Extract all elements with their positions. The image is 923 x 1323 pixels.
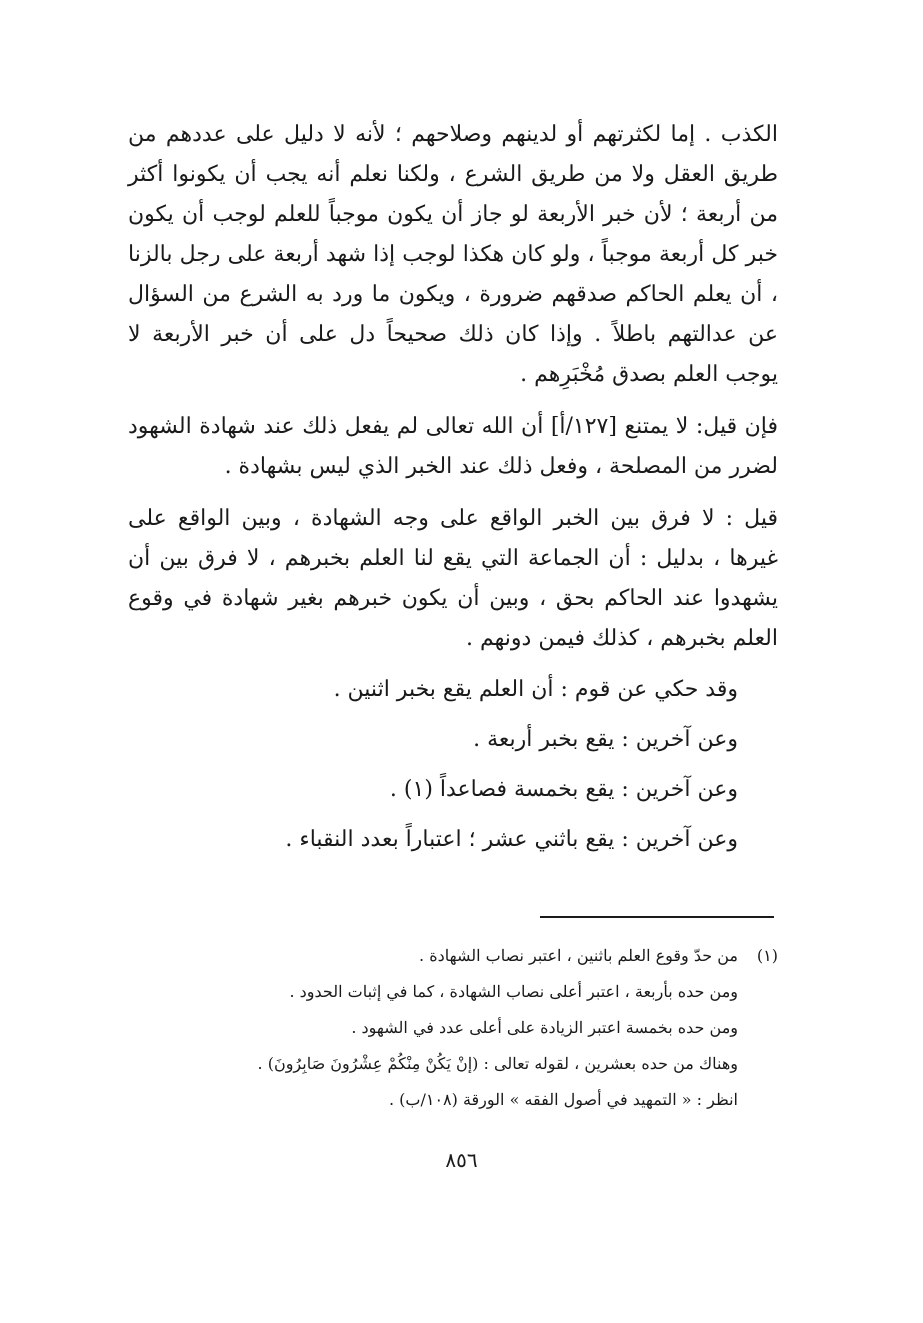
opinion-item: وعن آخرين : يقع بخبر أربعة . <box>473 727 738 752</box>
paragraph-2: فإن قيل: لا يمتنع [١٢٧/أ] أن الله تعالى لم يفعل ذلك عند شهادة الشهود لضرر من المصلحة ، وفعل ذلك عند الخبر الذي ليس بشهادة . <box>128 414 778 479</box>
footnote-divider <box>540 916 774 918</box>
paragraph-1: الكذب . إما لكثرتهم أو لدينهم وصلاحهم ؛ لأنه لا دليل على عددهم من طريق العقل ولا من طريق الشرع ، ولكنا نعلم أنه يجب أن يكونوا أكثر من أربعة ؛ لأن خبر الأربعة لو جاز أن يكون موجباً للعلم لوجب أن يكون خبر كل أربعة موجباً ، ولو كان هكذا لوجب إذا شهد أربعة على رجل بالزنا ، أن يعلم الحاكم صدقهم ضرورة ، ويكون ما ورد به الشرع من السؤال عن عدالتهم باطلاً . وإذا كان ذلك صحيحاً دل على أن خبر الأربعة لا يوجب العلم بصدق مُخْبَرِهم . <box>128 122 778 387</box>
footnote-text: من حدّ وقوع العلم باثنين ، اعتبر نصاب الشهادة . <box>419 946 738 965</box>
paragraph-3: قيل : لا فرق بين الخبر الواقع على وجه الشهادة ، وبين الواقع على غيرها ، بدليل : أن الجماعة التي يقع لنا العلم بخبرهم ، لا فرق بين أن يشهدوا عند الحاكم بحق ، وبين أن يكون خبرهم بغير شهادة في وقوع العلم بخبرهم ، كذلك فيمن دونهم . <box>128 506 778 651</box>
page-number: ٨٥٦ <box>445 1148 478 1172</box>
footnote-line-4: وهناك من حده بعشرين ، لقوله تعالى : (إنْ يَكُنْ مِنْكُمْ عِشْرُونَ صَابِرُونَ) . <box>257 1054 738 1073</box>
footnote-line-5: انظر : « التمهيد في أصول الفقه » الورقة (١٠٨/ب) . <box>388 1090 738 1109</box>
opinions-list <box>128 665 778 865</box>
footnote-line-2: ومن حده بأربعة ، اعتبر أعلى نصاب الشهادة ، كما في إثبات الحدود . <box>289 982 738 1001</box>
opinion-item: وعن آخرين : يقع باثني عشر ؛ اعتباراً بعدد النقباء . <box>285 827 738 852</box>
footnote-line-3: ومن حده بخمسة اعتبر الزيادة على أعلى عدد في الشهود . <box>351 1018 738 1037</box>
opinion-item: وعن آخرين : يقع بخمسة فصاعداً (١) . <box>389 777 738 802</box>
footnote-line-1 <box>128 938 778 974</box>
opinion-item: وقد حكي عن قوم : أن العلم يقع بخبر اثنين . <box>333 677 738 702</box>
main-text <box>128 115 778 865</box>
footnotes <box>128 938 778 1118</box>
footnote-number: (١) <box>756 946 778 965</box>
